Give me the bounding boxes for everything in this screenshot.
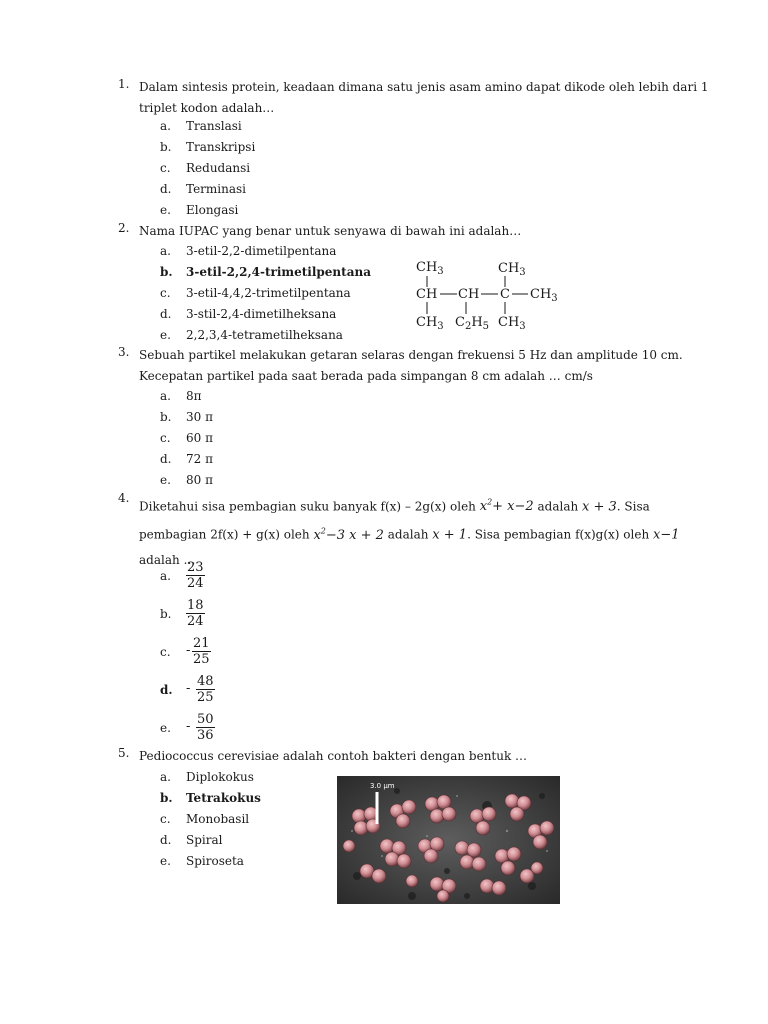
svg-text:CH3: $CH_3$ <box>530 287 558 304</box>
option-c[interactable]: c. <box>160 645 171 659</box>
math-expression: x + 1 <box>432 527 468 543</box>
option-e[interactable]: e. Elongasi <box>160 203 239 217</box>
question-text: Nama IUPAC yang benar untuk senyawa di bawah ini adalah… <box>139 224 522 238</box>
option-e[interactable]: e. 80 π <box>160 473 213 487</box>
minus-sign: - <box>186 681 191 696</box>
question-number: 1. <box>118 77 130 91</box>
option-b-answer[interactable]: b. 3-etil-2,2,4-trimetilpentana <box>160 265 371 279</box>
fraction: $\frac{50}{36}$ <box>197 712 214 743</box>
atom-ch3-top-left: CH <box>416 260 438 275</box>
option-e[interactable]: e. 2,2,3,4-tetrametilheksana <box>160 328 343 342</box>
scale-label: 3.0 µm <box>370 782 395 790</box>
option-d[interactable]: d. 3-stil-2,4-dimetilheksana <box>160 307 337 321</box>
option-b[interactable]: b. Transkripsi <box>160 140 256 154</box>
svg-text:C2H5: $C_2H_5$ <box>455 315 490 332</box>
math-expression: x + 3 <box>582 499 617 515</box>
atom-ch3-top-right: CH <box>498 261 520 276</box>
question-text: Pediococcus cerevisiae adalah contoh bakteri dengan bentuk … <box>139 749 528 763</box>
math-expression: $x^2+ x-2$ <box>479 498 534 515</box>
atom-ch-2: CH <box>458 287 480 302</box>
question-number: 5. <box>118 746 130 760</box>
option-b[interactable]: b. 30 π <box>160 410 213 424</box>
svg-text:CH3: $CH_3$ <box>416 315 444 332</box>
option-b[interactable]: b. <box>160 607 172 621</box>
question-number: 3. <box>118 345 130 359</box>
option-e[interactable]: e. <box>160 721 171 735</box>
option-a[interactable]: a. Translasi <box>160 119 242 133</box>
option-a[interactable]: a. 8π <box>160 389 202 403</box>
fraction: $\frac{21}{25}$ <box>193 636 210 667</box>
question-text: Dalam sintesis protein, keadaan dimana satu jenis asam amino dapat dikode oleh lebih dari 1 triplet kodon adalah… <box>139 80 709 115</box>
option-c[interactable]: c. 3-etil-4,4,2-trimetilpentana <box>160 286 351 300</box>
option-c[interactable]: c. Redudansi <box>160 161 251 175</box>
svg-text:CH3: $CH_3$ <box>416 260 444 277</box>
atom-c-3: C <box>500 287 510 302</box>
bacteria-micrograph <box>337 776 560 904</box>
option-a[interactable]: a. Diplokokus <box>160 770 254 784</box>
question-text: Diketahui sisa pembagian suku banyak f(x) – 2g(x) oleh $x^2+ x-2$ adalah x + 3. Sisa pembagian 2f(x) + g(x) oleh $x^2-3$ x + 2 adalah x + 1. Sisa pembagian f(x)g(x) oleh x−1 adalah … <box>139 498 680 567</box>
fraction: $\frac{18}{24}$ <box>187 598 204 629</box>
svg-text:CH3: $CH_3$ <box>498 261 526 278</box>
option-d-answer[interactable]: d. <box>160 683 173 697</box>
atom-ch3-bottom-left: CH <box>416 315 438 330</box>
svg-text:CH3: $CH_3$ <box>498 315 526 332</box>
option-c[interactable]: c. Monobasil <box>160 812 250 826</box>
option-e[interactable]: e. Spiroseta <box>160 854 244 868</box>
minus-sign: - <box>186 719 191 734</box>
fraction: $\frac{48}{25}$ <box>197 674 214 705</box>
minus-sign: - <box>186 643 191 658</box>
option-a[interactable]: a. 3-etil-2,2-dimetilpentana <box>160 244 337 258</box>
option-d[interactable]: d. Terminasi <box>160 182 247 196</box>
math-expression: x−1 <box>653 527 680 543</box>
fraction: $\frac{23}{24}$ <box>187 560 204 591</box>
atom-ch3-bottom-right: CH <box>498 315 520 330</box>
option-d[interactable]: d. Spiral <box>160 833 223 847</box>
question-number: 4. <box>118 491 130 505</box>
option-d[interactable]: d. 72 π <box>160 452 213 466</box>
question-text: Sebuah partikel melakukan getaran selaras dengan frekuensi 5 Hz dan amplitude 10 cm. Kecepatan partikel pada saat berada pada simpangan 8 cm adalah … cm/s <box>139 348 683 383</box>
option-b-answer[interactable]: b. Tetrakokus <box>160 791 261 805</box>
option-a[interactable]: a. <box>160 569 171 583</box>
atom-ch-1: CH <box>416 287 438 302</box>
math-expression: $x^2-3$ x + 2 <box>313 526 384 543</box>
atom-ch3-end: CH <box>530 287 552 302</box>
option-c[interactable]: c. 60 π <box>160 431 213 445</box>
atom-c2h5: C <box>455 315 465 330</box>
question-number: 2. <box>118 221 130 235</box>
